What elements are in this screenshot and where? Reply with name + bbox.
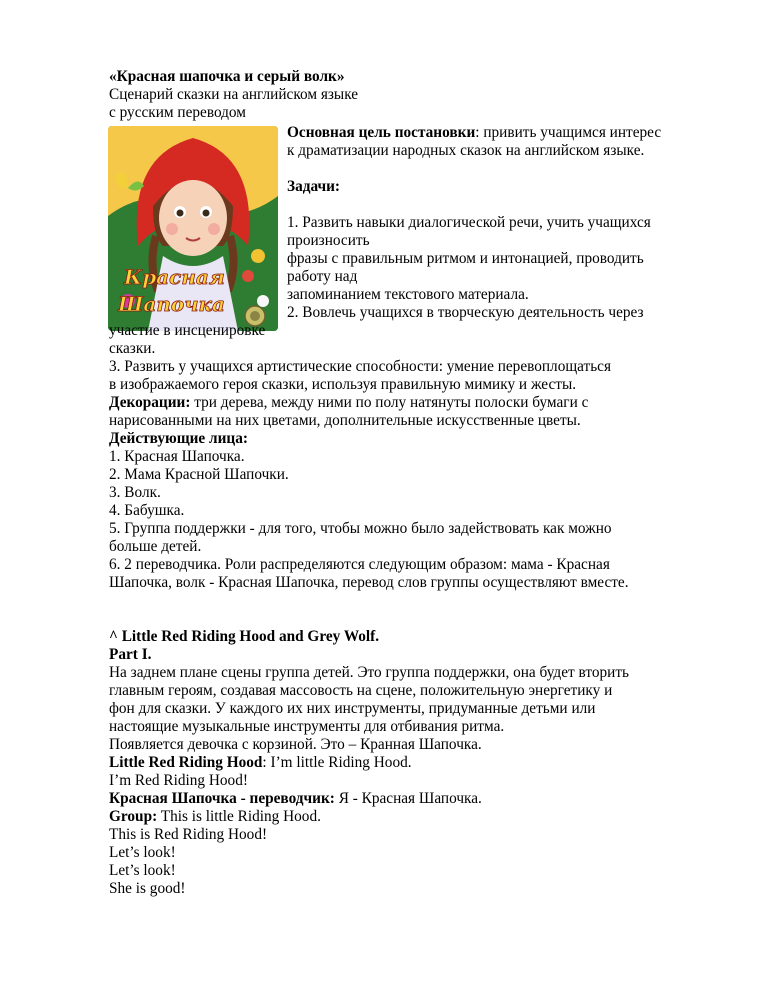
dialogue-line: This is Red Riding Hood! <box>109 826 268 843</box>
intro-line: главным героям, создавая массовость на сцене, положительную энергетику и <box>109 682 613 699</box>
speech-text: : I’m little Riding Hood. <box>262 754 412 771</box>
intro-line: Появляется девочка с корзиной. Это – Кранная Шапочка. <box>109 736 482 753</box>
tasks-line: запоминанием текстового материала. <box>287 286 529 303</box>
tasks-line: 3. Развить у учащихся артистические способности: умение перевоплощаться <box>109 358 611 375</box>
decorations-line: нарисованными на них цветами, дополнительные искусственные цветы. <box>109 412 581 429</box>
characters-line: 4. Бабушка. <box>109 502 185 519</box>
part-label: Part I. <box>109 646 152 663</box>
dialogue-line: She is good! <box>109 880 186 897</box>
characters-line: 5. Группа поддержки - для того, чтобы можно было задействовать как можно <box>109 520 612 537</box>
tasks-line: работу над <box>287 268 358 285</box>
tasks-line: 1. Развить навыки диалогической речи, учить учащихся <box>287 214 651 231</box>
document-title: «Красная шапочка и серый волк» <box>109 68 345 85</box>
cover-title-line1: Красная <box>124 265 225 289</box>
dialogue-line <box>109 754 412 772</box>
book-cover-illustration <box>108 126 278 331</box>
dialogue-line: Let’s look! <box>109 844 176 861</box>
tasks-heading: Задачи: <box>287 178 341 195</box>
goal-text: : привить учащимся интерес <box>475 124 662 141</box>
tasks-line: участие в инсценировке <box>109 322 266 339</box>
intro-line: фон для сказки. У каждого их них инструменты, придуманные детьми или <box>109 700 596 717</box>
dialogue-line <box>109 808 321 826</box>
dialogue-line: Let’s look! <box>109 862 176 879</box>
tasks-line: фразы с правильным ритмом и интонацией, проводить <box>287 250 644 267</box>
characters-line: Шапочка, волк - Красная Шапочка, перевод слов группы осуществляют вместе. <box>109 574 629 591</box>
part-heading: ^ Little Red Riding Hood and Grey Wolf. <box>109 628 380 645</box>
subtitle-line: с русским переводом <box>109 104 246 121</box>
speaker-name: Group: <box>109 808 158 825</box>
characters-line: больше детей. <box>109 538 202 555</box>
speech-text: This is little Riding Hood. <box>157 808 321 825</box>
decorations-label: Декорации: <box>109 394 191 411</box>
dialogue-line: I’m Red Riding Hood! <box>109 772 248 789</box>
decorations-text: три дерева, между ними по полу натянуты полоски бумаги с <box>190 394 589 411</box>
characters-line: 6. 2 переводчика. Роли распределяются следующим образом: мама - Красная <box>109 556 610 573</box>
dialogue-line <box>109 790 482 808</box>
speaker-name: Little Red Riding Hood <box>109 754 263 771</box>
tasks-line: произносить <box>287 232 370 249</box>
tasks-line: в изображаемого героя сказки, используя правильную мимику и жесты. <box>109 376 577 393</box>
book-cover-image <box>108 126 278 331</box>
goal-line: к драматизации народных сказок на английском языке. <box>287 142 645 159</box>
cover-title-line2: Шапочка <box>118 292 225 316</box>
subtitle-line: Сценарий сказки на английском языке <box>109 86 359 103</box>
decorations-line <box>109 394 588 412</box>
characters-line: 2. Мама Красной Шапочки. <box>109 466 289 483</box>
tasks-line: 2. Вовлечь учащихся в творческую деятельность через <box>287 304 644 321</box>
speech-text: Я - Красная Шапочка. <box>334 790 482 807</box>
characters-line: 3. Волк. <box>109 484 161 501</box>
goal-label: Основная цель постановки <box>287 124 476 141</box>
speaker-name: Красная Шапочка - переводчик: <box>109 790 335 807</box>
characters-line: 1. Красная Шапочка. <box>109 448 245 465</box>
intro-line: На заднем плане сцены группа детей. Это группа поддержки, она будет вторить <box>109 664 629 681</box>
intro-line: настоящие музыкальные инструменты для отбивания ритма. <box>109 718 505 735</box>
characters-heading: Действующие лица: <box>109 430 248 447</box>
tasks-line: сказки. <box>109 340 156 357</box>
goal-line <box>287 124 661 142</box>
